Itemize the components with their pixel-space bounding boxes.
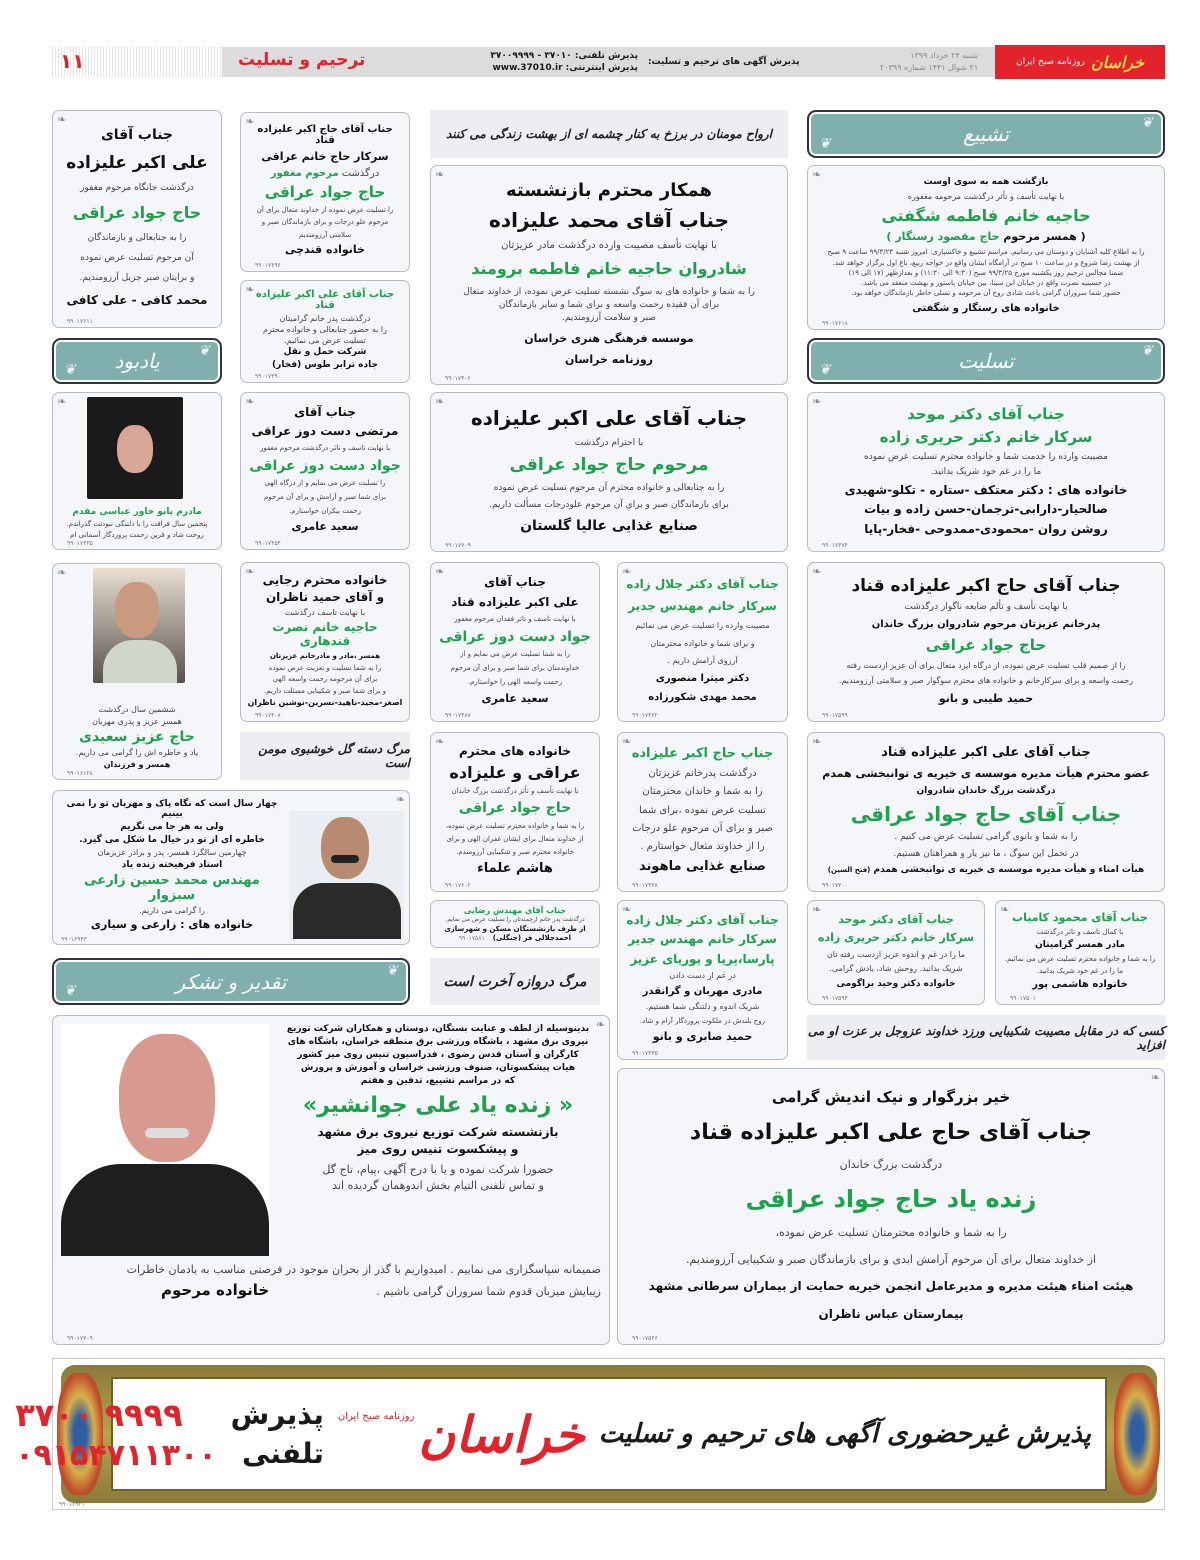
ad-saeedi: ❧ ششمین سال درگذشت همسر عزیز و پدری مهربان حاج عزیز سعیدی یاد و خاطره اش را گرامی می داریم. همسر و فرزندان ۹۹۰۱۶۱۲۸ (52, 563, 222, 780)
banner-phone-2: ۰۹۱۵۴۷۱۱۳۰۰ (15, 1437, 217, 1473)
phone-info: پذیرش تلفنی: ۳۷۰۱۰ - ۳۷۰۰۹۹۹۹ پذیرش اینترنتی: www.37010.ir (490, 51, 638, 73)
banner-label-phone: تلفنی (242, 1437, 324, 1470)
page-number-box (50, 47, 222, 77)
portrait-photo (289, 811, 404, 939)
banner-phone-1: ۳۷۰۰ ۹۹۹۹ (15, 1395, 183, 1434)
ad-baragoomi: ❧ جناب آقای دکتر موحد سرکار خانم دکتر حریری زاده ما را در غم و اندوه عزیز ازدست رفته تان شریک بدانید. روحش شاد، یادش گرامی. خانواده دکتر وحید براگومی ۹۹۰۱۷۵۹۴ (807, 900, 985, 1005)
ad-shakourzadeh: ❧ جناب آقای دکتر جلال زاده سرکار خانم مهندس جدیر مصیبت وارده را تسلیت عرض می نمائیم و برای شما و خانواده محترمتان آرزوی آرامش داریم . دکتر میترا منصوری محمد مهدی شکورزاده ۹۹۰۱۷۴۲۲ (617, 562, 788, 722)
ad-fakhar: ❧ جناب آقای علی اکبر علیزاده قناد درگذشت پدر خانم گرامیتان را به حضور جنابعالی و خانواده محترم تسلیت عرض می نمائیم. شرکت حمل و نقل جاده ترابر طوس (فخار) ۹۹۰۱۷۴۹۰ (240, 280, 410, 383)
section-header-tasliyat: ❦ تسلیت ❦ (807, 338, 1165, 384)
section-title: ترحیم و تسلیت (238, 50, 366, 70)
ad-tayebi: ❧ جناب آقای حاج اکبر علیزاده قناد با نهایت تأسف و تألم ضایعه ناگوار درگذشت پدرخانم عزیزتان مرحوم شادروان بزرگ خاندان حاج جواد عراقی را از صمیم قلب تسلیت عرض نموده، از درگاه ایزد متعال برای آن عزیز ازدست رفته رحمت واسعه و برای سرکارخانم و خانواده های محترم سوگوار صبر و سلامتی آرزومندیم. حمید طیبی و بانو ۹۹۰۱۷۵۹۹ (807, 562, 1165, 722)
banner-phones (15, 1396, 216, 1473)
ad-saberi: ❧ جناب آقای دکتر جلال زاده سرکار خانم مهندس جدیر پارسا،پریا و پوریای عزیز در غم از دست دادن مادری مهربان و گرانقدر شریک اندوه و دلتنگی شما هستیم. روح بلندش در ملکوت پروردگار آرام و شاد. حمید صابری و بانو ۹۹۰۱۷۴۳۵ (617, 900, 788, 1060)
banner-logo: خراسان روزنامه صبح ایران (337, 1404, 585, 1464)
quote-patience: کسی که در مقابل مصیبت شکیبایی ورزد خداوند عزوجل بر عزت او می افزاید (807, 1015, 1165, 1060)
page-header (50, 47, 1165, 77)
portrait-photo (93, 568, 185, 683)
ad-golestan: ❧ جناب آقای علی اکبر علیزاده با احترام درگذشت مرحوم حاج جواد عراقی را به جنابعالی و خانواده محترم آن مرحوم تسلیت عرض نموده برای بازماندگان صبر و برای آن مرحوم علودرجات مسألت داریم. صنایع غذایی عالیا گلستان ۹۹۰۱۷۷۰۹ (430, 392, 788, 552)
banner-label-accept: پذیرش (230, 1398, 324, 1431)
ad-cancer-charity: ❧ خیر بزرگوار و نیک اندیش گرامی جناب آقای حاج علی اکبر علیزاده قناد درگذشت بزرگ خاندان زنده یاد حاج جواد عراقی را به شما و خانواده محترمتان تسلیت عرض نموده، از خداوند متعال برای آن مرحوم آرامش ابدی و برای بازماندگان صبر و شکیبایی آرزومندیم. هیئت امناء هیئت مدیره و مدیرعامل انجمن خیریه حمایت از بیماران سرطانی مشهد بیمارستان عباس ناظران ۹۹۰۱۷۵۴۶ (617, 1068, 1165, 1345)
section-header-tashyi: ❦ تشییع ❦ (807, 110, 1165, 158)
banner-labels (231, 1398, 324, 1470)
ad-boroumand: ❧ همکار محترم بازنشسته جناب آقای محمد علیزاده با نهایت تأسف مصیبت وارده درگذشت مادر عزیزتان شادروان حاجیه خانم فاطمه برومند را به شما و خانواده های به سوگ نشسته تسلیت عرض نموده، از خداوند متعال برای آن فقیده رحمت واسعه و برای شما و سایر بازماندگان صبر و سلامت آرزومندیم. موسسه فرهنگی هنری خراسان روزنامه خراسان ۹۹۰۱۷۴۰۶ (430, 165, 788, 385)
page-number: ۱۱ (60, 49, 85, 73)
ad-kafi: ❧ جناب آقای علی اکبر علیزاده درگذشت جانگاه مرحوم مغفور حاج جواد عراقی را به جنابعالی و بازماندگان آن مرحوم تسلیت عرض نموده و برایتان صبر جزیل آرزومندیم. محمد کافی - علی کافی ۹۹۰۱۷۶۱۱ (52, 110, 222, 328)
section-header-taqdir: ❦ تقدیر و تشکر ❦ (52, 958, 410, 1005)
quote-flower: مرگ دسته گل خوشبوی مومن است (240, 732, 410, 780)
ad-zareei: ❧ چهار سال است که نگاه پاک و مهربان تو را نمی بینیم ولی به هر جا می نگریم خاطره ای از تو در خیال ما شکل می گیرد. چهارمین سالگرد همسر، پدر و برادر عزیزمان استاد فرهیخته زنده یاد مهندس محمد حسین زارعی سبزوار را گرامی می داریم. خانواده های : زارعی و سیاری ۹۹۰۱۶۹۴۳ (52, 790, 410, 945)
portrait-photo (87, 397, 183, 499)
ad-shagofti: ❧ بازگشت همه به سوی اوست با نهایت تأسف و تأثر درگذشت مرحومه مغفوره حاجیه خانم فاطمه شگفتی ( همسر مرحوم حاج مقصود رستگار ) را به اطلاع کلیه آشنایان و دوستان می رسانیم. مراسم تشییع و خاکسپاری: امروز شنبه ۹۹/۳/۲۴ ساعت ۹ صبح از بهشت رضا شروع و در ساعت ۱۰ صبح در آرامگاه ایشان واقع در خواجه ربیع، باغ اول برگزار خواهد شد. ضمنا مجالس ترحیم روز یکشنبه مورخ ۹۹/۳/۲۵ صبح (۹:۳۰ الی ۱۱:۳۰) و بعدازظهر (۱۷ الی ۱۹) در حسینیه نصرت واقع در خیابان ابن سینا، بین خیابان پاستور و بهشت منعقد می باشد. حضور شما سروران گرامی باعث شادی روح آن مرحومه و تسلی خاطر بازماندگان خواهد بود. خانواده های رستگار و شگفتی ۹۹۰۱۷۶۱۸ (807, 165, 1165, 330)
banner-content (15, 1377, 1107, 1491)
portrait-photo (61, 1024, 269, 1256)
quote-gateway: مرگ دروازه آخرت است (430, 958, 600, 1005)
ad-hamdam: ❧ جناب آقای علی اکبر علیزاده قناد عضو محترم هیأت مدیره موسسه ی خیریه ی توانبخشی همدم درگذشت بزرگ خاندان شادروان جناب آقای حاج جواد عراقی را به شما و بانوی گرامی تسلیت عرض می کنیم . در تحمل این سوگ ، ما نیز یار و همراهتان هستیم. هیأت امناء و هیأت مدیره موسسه ی خیریه ی توانبخشی همدم (فتح السین) ۹۹۰۱۷۳۰۰ (807, 732, 1165, 892)
accept-label: پذیرش آگهی های ترحیم و تسلیت: (647, 57, 800, 67)
section-header-yadbud: ❦ یادبود ❦ (52, 338, 222, 384)
issue-date: شنبه ۲۴ خرداد ۱۳۹۹ ۲۱ شوال ۱۴۴۱ شماره ۲۰۳۹۹ (880, 51, 979, 72)
ad-olama: ❧ خانواده های محترم عراقی و علیزاده با نهایت تأسف و تأثر درگذشت بزرگ خاندان حاج جواد عراقی را به شما و خانواده محترم تسلیت عرض نموده، از خداوند متعال برای ایشان غفران الهی و برای خانواده محترم صبر و شکیبایی آرزومندم. هاشم علماء ۹۹۰۱۷۶۰۲ (430, 732, 600, 892)
newspaper-logo: خراسان روزنامه صبح ایران (995, 45, 1165, 79)
ad-javanshir-text: بدینوسیله از لطف و عنایت بستگان، دوستان و همکاران شرکت توزیع نیروی برق مشهد ، باشگاه ورزشی برق منطقه خراسان، باشگاه های کارگران و آستان قدس رضوی ، فدراسیون تنیس روی میز کشور هیات پیشکسوتان، صنوف ورزشی خراسان و آموزش و پرورش که در مراسم تشییع، تدفین و هفتم « زنده یاد علی جوانشیر» بازنشسته شرکت توزیع نیروی برق مشهد و پیشکسوت تنیس روی میز حضورا شرکت نموده و یا با درج آگهی ،پیام، تاج گل و تماس تلفنی التیام بخش اندوهمان گردیده اند (286, 1024, 590, 1192)
ad-nazeran: ❧ خانواده محترم رجایی و آقای حمید ناظران با نهایت تاسف درگذشت حاجیه خانم نصرت قندهاری همسر ،مادر و مادرخانم عزیزتان را به شما تسلیت و تعزیت عرض نموده برای آن مرحومه رحمت واسعه الهی و برای شما صبر و شکیبایی مسئلت داریم. اصغر-مجید-ناهید-نسرین-نوشین ناظران ۹۹۰۱۷۴۰۸ (240, 562, 410, 722)
ad-javanshir: ❧ بدینوسیله از لطف و عنایت بستگان، دوستان و همکاران شرکت توزیع نیروی برق مشهد ، باشگاه ورزشی برق منطقه خراسان، باشگاه های کارگران و آستان قدس رضوی ، فدراسیون تنیس روی میز کشور هیات پیشکسوتان، صنوف ورزشی خراسان و آموزش و پرورش که در مراسم تشییع، تدفین و هفتم « زنده یاد علی جوانشیر» بازنشسته شرکت توزیع نیروی برق مشهد و پیشکسوت تنیس روی میز حضورا شرکت نموده و یا با درج آگهی ،پیام، تاج گل و تماس تلفنی التیام بخش اندوهمان گردیده اند صمیمانه سپاسگزاری می نماییم . امیدواریم با گذر از بحران موجود در فرصتی مناسب به یادمان خاطرات زیبایش میزبان قدوم شما سروران گرامی باشیم . خانواده مرحوم ۹۹۰۱۷۳۰۹ (52, 1015, 610, 1345)
ad-rezaei: جناب آقای مهندس رضایی درگذشت پدر خانم ارجمندتان را تسلیت عرض می نمایم. از طرف بازنشستگان مسکن و شهرسازی احمدجلالی فر (جنگلی) ۹۹۰۱۷۵۸۱ (430, 900, 600, 948)
ad-abbasi: ❧ مادرم بانو خاور عباسی مقدم پنجمین سال فراقت را با دلتنگی نبودنت گذراندم. روحت شاد و قرین رحمت پروردگار آسمانی ام ۹۹۰۱۷۳۳۵ (52, 392, 222, 550)
quote-souls: ارواح مومنان در برزخ به کنار چشمه ای از بهشت زندگی می کنند (430, 110, 788, 158)
ad-zareei-text: چهار سال است که نگاه پاک و مهربان تو را نمی بینیم ولی به هر جا می نگریم خاطره ای از تو در خیال ما شکل می گیرد. چهارمین سالگرد همسر، پدر و برادر عزیزمان استاد فرهیخته زنده یاد مهندس محمد حسین زارعی سبزوار را گرامی می داریم. خانواده های : زارعی و سیاری (66, 799, 278, 931)
accept-info (420, 47, 870, 77)
ad-hashemipour: ❧ جناب آقای محمود کامیاب با کمال تاسف و تاثر درگذشت مادر همسر گرامیتان را به شما و خانواده محترم تسلیت عرض می نمائیم. ما را در غم خود شریک بدانید. خانواده هاشمی پور ۹۹۰۱۷۵۰۱ (995, 900, 1165, 1005)
ad-ghandchi: ❧ جناب آقای حاج اکبر علیزاده قناد سرکار حاج خانم عراقی درگذشت مرحوم مغفور حاج جواد عراقی را تسلیت عرض نموده از خداوند متعال برای آن مرحوم علو درجات و برای بازماندگان صبر و سلامتی آرزومندیم خانواده قندچی ۹۹۰۱۷۴۹۶ (240, 112, 410, 272)
ad-mahvand: ❧ جناب حاج اکبر علیزاده درگذشت پدرخانم عزیزتان را به شما و خاندان محترمتان تسلیت عرض نموده ،برای شما صبر و برای آن مرحوم علو درجات را از خداوند متعال خواستارم . صنایع غذایی ماهوند ۹۹۰۱۷۴۳۸ (617, 732, 788, 892)
ad-code: ۹۹۰۱۷۵۸۱ (458, 935, 485, 943)
ad-amery-1: ❧ جناب آقای مرتضی دست دوز عراقی با نهایت تاسف و تاثر درگذشت مرحوم مغفور جواد دست دوز عراقی را تسلیت عرض می نمایم و از درگاه الهی برای شما صبر و آرامش و برای آن مرحوم رحمت بیکران خواستارم. سعید عامری ۹۹۰۱۷۴۵۴ (240, 392, 410, 550)
ad-acceptance-banner: پذیرش غیرحضوری آگهی های ترحیم و تسلیت خراسان روزنامه صبح ایران پذیرش تلفنی ۳۷۰۰ ۹۹۹۹ ۰۹۱۵۴۷۱۱۳۰۰ ۹۹۰۱۶۹۲۱ (52, 1358, 1165, 1510)
ad-javanshir-bottom: صمیمانه سپاسگزاری می نماییم . امیدواریم با گذر از بحران موجود در فرصتی مناسب به یادمان خاطرات زیبایش میزبان قدوم شما سروران گرامی باشیم . خانواده مرحوم (126, 1263, 601, 1299)
ad-mohad-families: ❧ جناب آقای دکتر موحد سرکار خانم دکتر حریری زاده مصیبت وارده را خدمت شما و خانواده محترم تسلیت عرض نموده ما را در غم خود شریک بدانید. خانواده های : دکتر معتکف -ستاره - تکلو-شهیدی صالحیار-دارابی-ترجمان-حسن زاده و بیات روشن روان -محمودی-ممدوحی -فخار-پایا ۹۹۰۱۷۳۷۴ (807, 392, 1165, 552)
ad-amery-2: ❧ جناب آقای علی اکبر علیزاده قناد با نهایت تاسف و تاثر فقدان مرحوم مغفور جواد دست دوز عراقی را به شما تسلیت عرض می نمایم و از خداوندمنان برای شما صبر و برای آن مرحوم رحمت واسعه الهی را خواستارم. سعید عامری ۹۹۰۱۷۴۸۷ (430, 562, 600, 722)
banner-headline: پذیرش غیرحضوری آگهی های ترحیم و تسلیت (598, 1419, 1091, 1449)
ad-javanshir-top (61, 1024, 601, 1256)
ornament-right (1114, 1373, 1160, 1495)
